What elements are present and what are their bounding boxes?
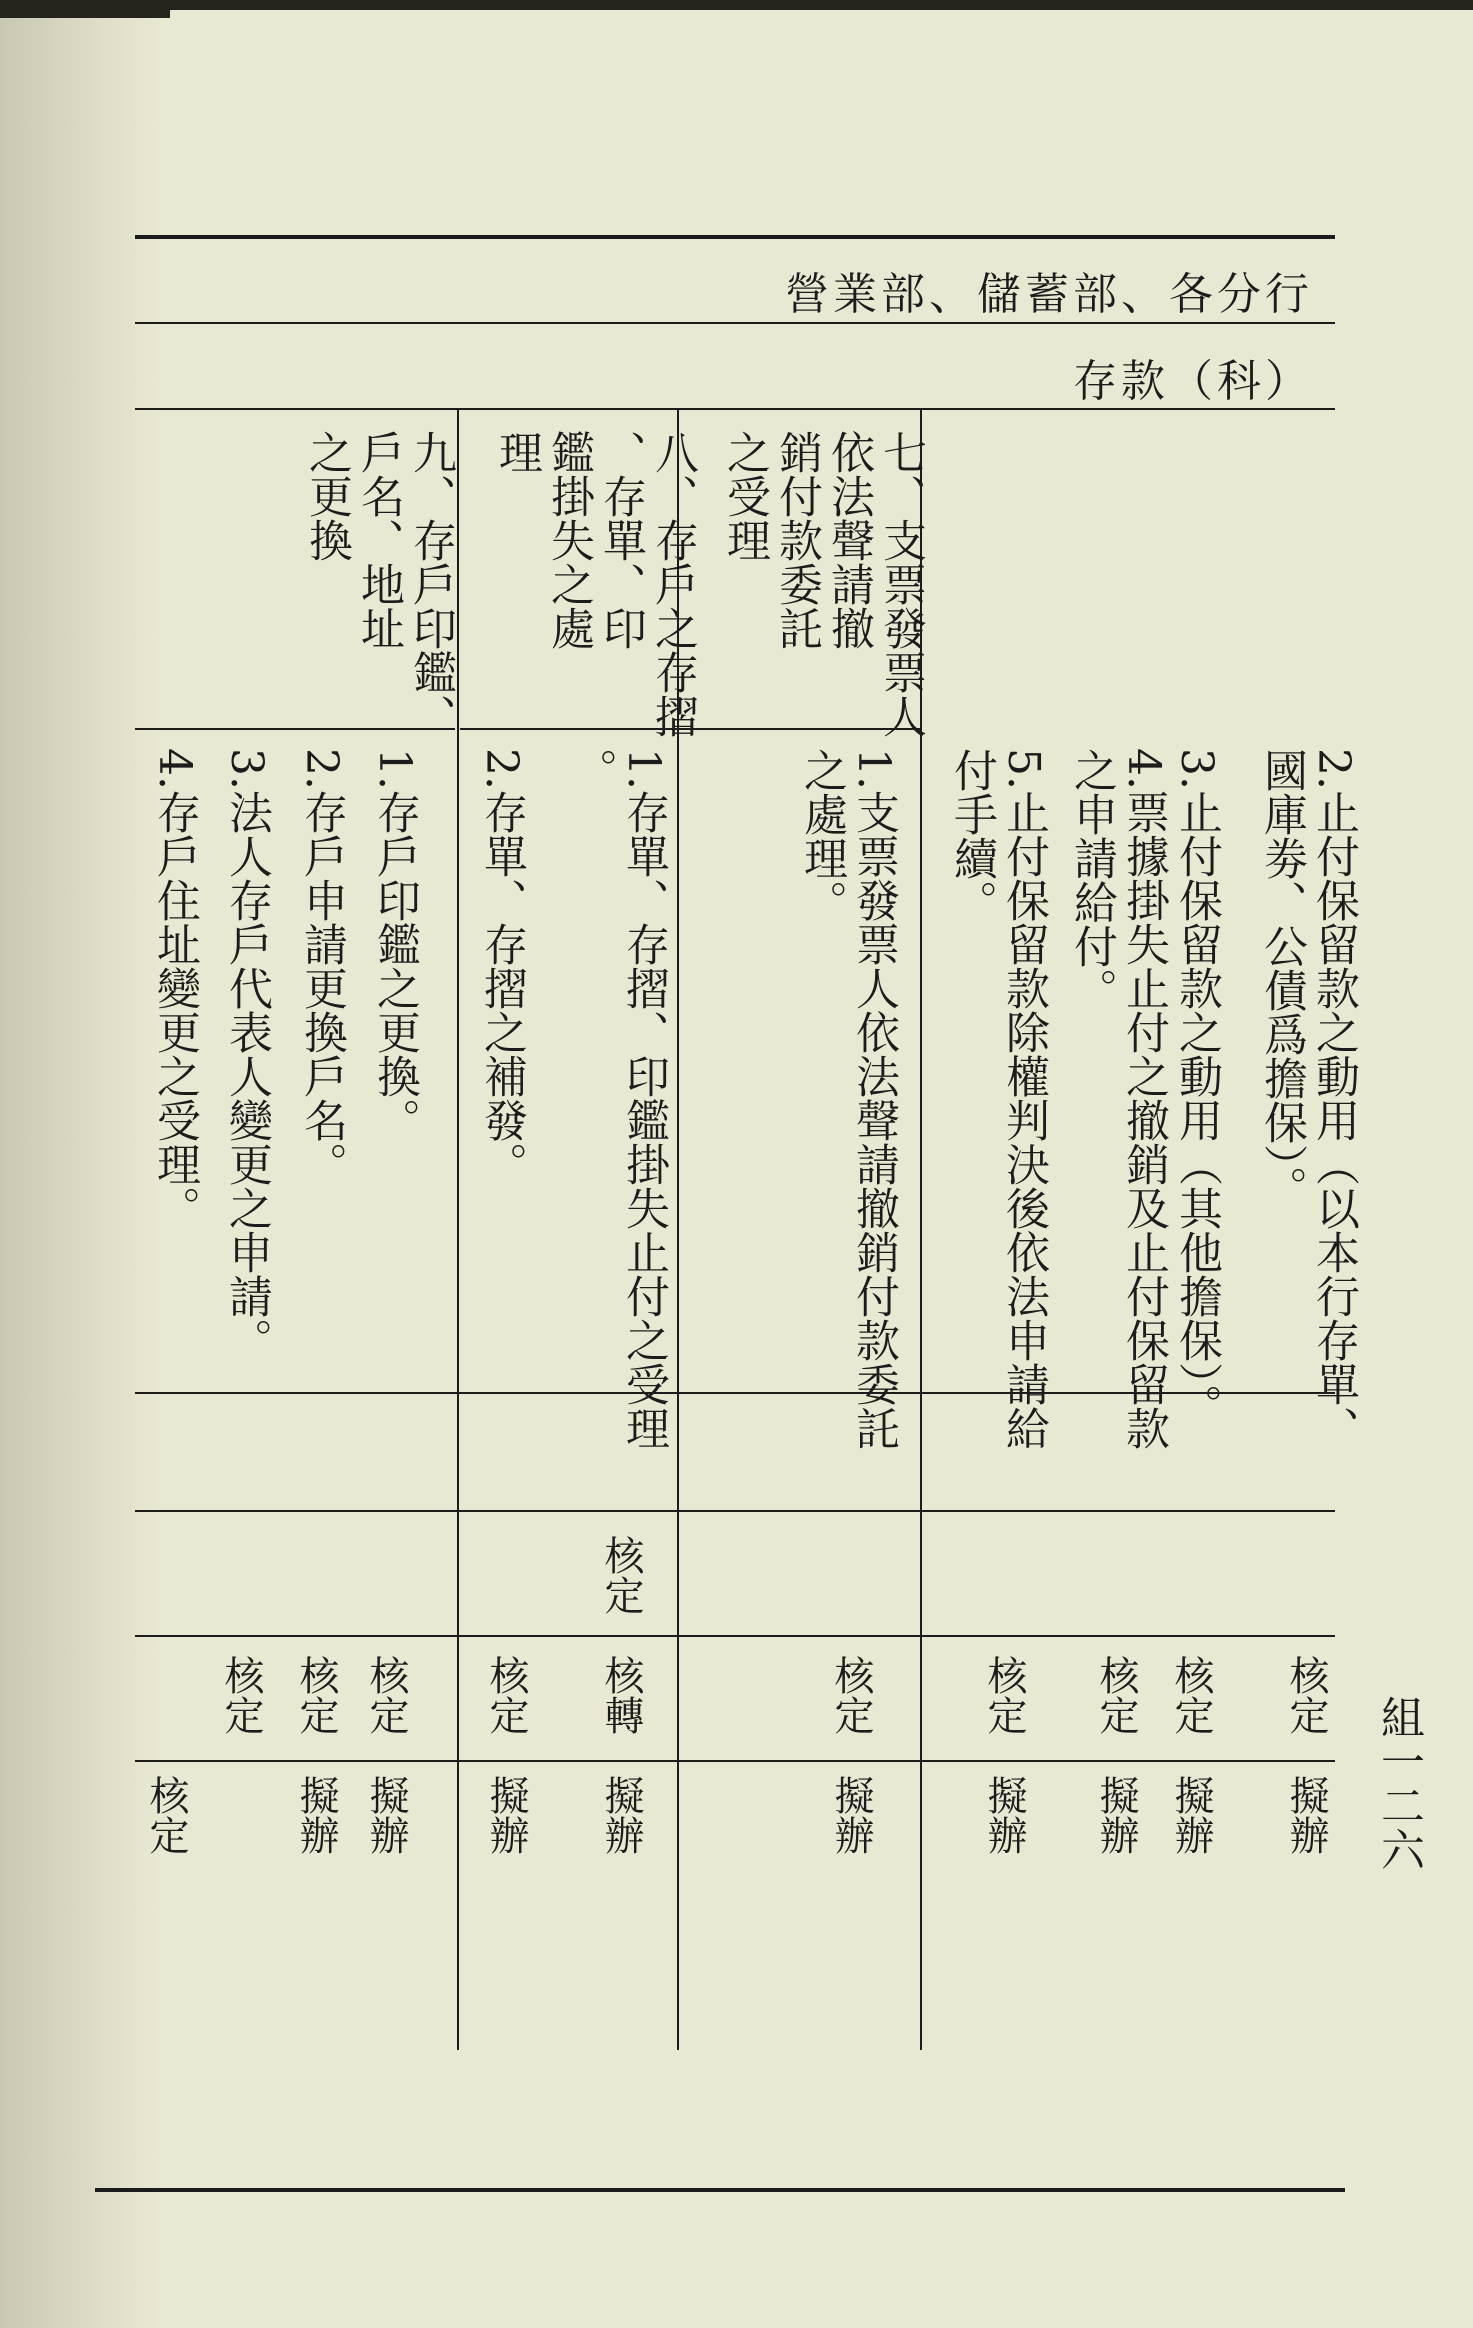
header-department: 營業部、儲蓄部、各分行 [785, 269, 1313, 320]
page-number: 組一二六 [1373, 1695, 1424, 1871]
list-item: 2.存戶申請更換戶名。 [296, 748, 347, 1186]
section-title: 九、存戶印鑑、 戶名、地址 之更換 [301, 430, 456, 738]
row4-bottom [135, 1635, 1335, 1637]
section-title: 七、支票發票人 依法聲請撤 銷付款委託 之受理 [719, 430, 926, 738]
action-label: 核定 [981, 1655, 1027, 1735]
action-label: 擬辦 [483, 1775, 529, 1855]
page-edge [0, 0, 160, 2328]
row5-bottom [135, 1760, 1335, 1762]
action-label: 擬辦 [363, 1775, 409, 1855]
action-label: 擬辦 [828, 1775, 874, 1855]
book-spine-shadow [0, 0, 1473, 10]
action-label: 擬辦 [293, 1775, 339, 1855]
action-label: 核定 [598, 1535, 644, 1615]
action-label: 擬辦 [1283, 1775, 1329, 1855]
list-item: 4.存戶住址變更之受理。 [149, 748, 200, 1230]
action-label: 擬辦 [1093, 1775, 1139, 1855]
action-label: 核定 [363, 1655, 409, 1735]
action-label: 擬辦 [598, 1775, 644, 1855]
action-label: 核轉 [598, 1655, 644, 1735]
header-rule [135, 322, 1335, 324]
action-label: 核定 [1283, 1655, 1329, 1735]
list-item: 2.止付保留款之動用（以本行存單、 國庫劵、公債爲擔保）。 [1256, 748, 1359, 1450]
top-rule [135, 235, 1335, 239]
bottom-rule [95, 2188, 1345, 2192]
action-label: 核定 [218, 1655, 264, 1735]
book-spine-corner [0, 0, 170, 18]
section-title: 八、存戶之存摺 、存單、印 鑑掛失之處 理 [491, 430, 698, 738]
list-item: 3.法人存戶代表人變更之申請。 [221, 748, 272, 1362]
action-label: 擬辦 [981, 1775, 1027, 1855]
action-label: 核定 [143, 1775, 189, 1855]
action-label: 擬辦 [1168, 1775, 1214, 1855]
action-label: 核定 [1093, 1655, 1139, 1735]
header-section: 存款（科） [1073, 356, 1313, 407]
action-label: 核定 [483, 1655, 529, 1735]
list-item: 2.存單、存摺之補發。 [476, 748, 527, 1186]
row3-bottom [135, 1510, 1335, 1512]
action-label: 核定 [828, 1655, 874, 1735]
list-item: 5.止付保留款除權判決後依法申請給 付手續。 [946, 748, 1049, 1450]
col-divider-3 [457, 410, 459, 2050]
action-label: 核定 [1168, 1655, 1214, 1735]
action-label: 核定 [293, 1655, 339, 1735]
list-item: 4.票據掛失止付之撤銷及止付保留款 之申請給付。 [1066, 748, 1169, 1450]
list-item: 1.存戶印鑑之更換。 [369, 748, 420, 1142]
list-item: 3.止付保留款之動用（其他擔保）。 [1171, 748, 1222, 1428]
list-item: 1.支票發票人依法聲請撤銷付款委託 之處理。 [796, 748, 899, 1450]
list-item: 1.存單、存摺、印鑑掛失止付之受理 。 [566, 748, 669, 1450]
